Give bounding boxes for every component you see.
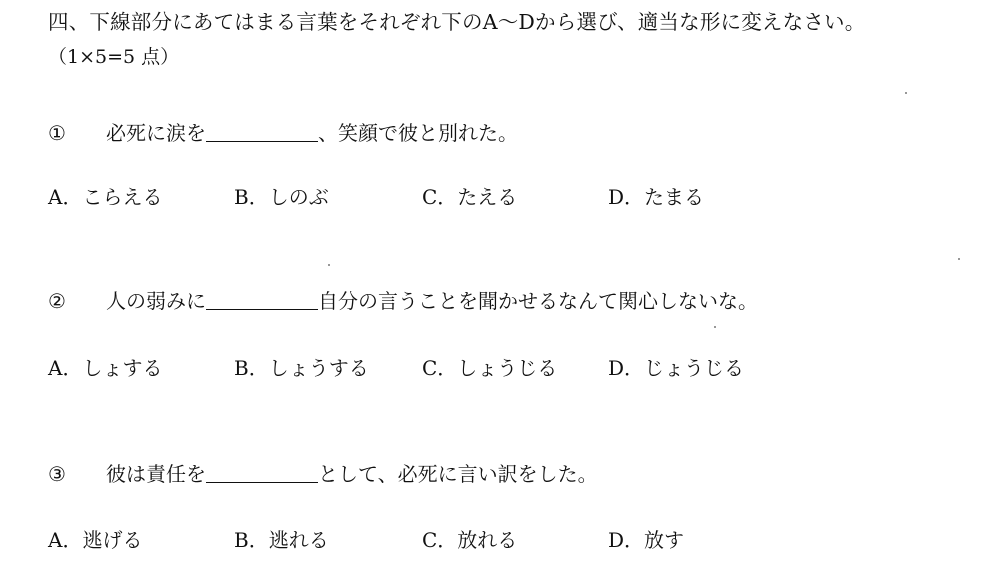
option-a: A．逃げる — [48, 528, 143, 552]
question-text-after: として、必死に言い訳をした。 — [318, 462, 598, 486]
question-2 — [48, 289, 758, 313]
question-text-after: 、笑顔で彼と別れた。 — [318, 121, 518, 145]
scan-speck — [958, 258, 960, 260]
question-number: ② — [48, 289, 66, 313]
points-note: （1×5=5 点） — [48, 46, 180, 68]
option-d: D．放す — [608, 528, 685, 552]
option-c: C．しょうじる — [422, 356, 558, 380]
question-text-after: 自分の言うことを聞かせるなんて関心しないな。 — [318, 289, 758, 313]
question-1 — [48, 121, 518, 145]
section-heading: 四、下線部分にあてはまる言葉をそれぞれ下のA～Dから選び、適当な形に変えなさい。 — [48, 10, 866, 34]
question-number: ① — [48, 121, 66, 145]
option-d: D．たまる — [608, 185, 705, 209]
option-b: B．逃れる — [234, 528, 329, 552]
option-a: A．しょする — [48, 356, 163, 380]
scan-speck — [328, 264, 330, 266]
answer-blank — [206, 291, 318, 310]
option-d: D．じょうじる — [608, 356, 745, 380]
question-number: ③ — [48, 462, 66, 486]
answer-blank — [206, 123, 318, 142]
question-text-before: 必死に涙を — [106, 121, 206, 145]
answer-blank — [206, 464, 318, 483]
scan-speck — [905, 92, 907, 94]
question-text-before: 人の弱みに — [106, 289, 206, 313]
question-3 — [48, 462, 598, 486]
option-c: C．たえる — [422, 185, 518, 209]
option-a: A．こらえる — [48, 185, 163, 209]
option-b: B．しょうする — [234, 356, 369, 380]
option-b: B．しのぶ — [234, 185, 329, 209]
option-c: C．放れる — [422, 528, 518, 552]
question-text-before: 彼は責任を — [106, 462, 206, 486]
scan-speck — [714, 326, 716, 328]
